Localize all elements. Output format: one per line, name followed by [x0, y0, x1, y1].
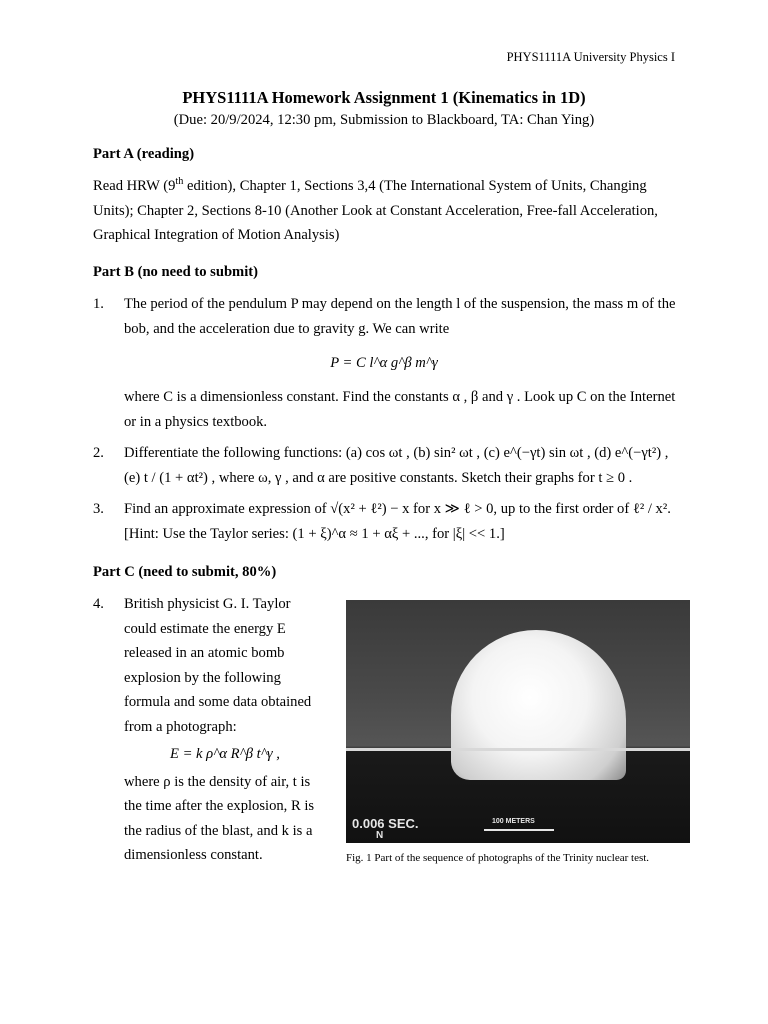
q2-text: Differentiate the following functions: (a) cos ωt , (b) sin² ωt , (c) e^(−γt) sin ωt , (d) e^(−γt²) , (e) t / (1 + αt²) , where ω, γ , and α are positive constants. Sketch their graphs for t ≥ 0 .	[124, 445, 669, 486]
part-a-text	[93, 174, 683, 248]
q4-equation: E = k ρ^α R^β t^γ ,	[170, 746, 280, 762]
q4-line: released in an atomic bomb	[124, 645, 285, 661]
q2-number: 2.	[93, 445, 104, 461]
ground-line	[346, 748, 690, 751]
part-a-text-rest: edition), Chapter 1, Sections 3,4 (The International System of Units, Changing Units); Chapter 2, Sections 8-10 (Another Look at Constant Acceleration, Free-fall Acceleration, Graphical Integration of Motion Analysis)	[93, 178, 658, 243]
q4-line: the time after the explosion, R is	[124, 798, 315, 814]
page-title: PHYS1111A Homework Assignment 1 (Kinematics in 1D)	[182, 88, 586, 107]
q4-line: from a photograph:	[124, 718, 237, 735]
part-a-text-start: Read HRW (9	[93, 178, 176, 194]
q1-text: The period of the pendulum P may depend on the length l of the suspension, the mass m of the bob, and the acceleration due to gravity g. We can write	[124, 296, 676, 337]
figure-caption: Fig. 1 Part of the sequence of photographs of the Trinity nuclear test.	[346, 852, 650, 864]
trinity-test-photo	[346, 600, 690, 843]
q3-number: 3.	[93, 501, 104, 517]
q4-line: could estimate the energy E	[124, 620, 286, 637]
q4-line: dimensionless constant.	[124, 847, 263, 863]
q4-number: 4.	[93, 596, 104, 612]
q4-line: British physicist G. I. Taylor	[124, 596, 291, 612]
q3-text: Find an approximate expression of √(x² + ℓ²) − x for x ≫ ℓ > 0, up to the first order of ℓ² / x². [Hint: Use the Taylor series: (1 + ξ)^α ≈ 1 + αξ + ..., for |ξ| << 1.]	[124, 501, 671, 542]
q1-number: 1.	[93, 296, 104, 312]
page-subtitle: (Due: 20/9/2024, 12:30 pm, Submission to Blackboard, TA: Chan Ying)	[173, 112, 595, 128]
part-a-text-sup: th	[175, 176, 184, 188]
q4-line: where ρ is the density of air, t is	[124, 773, 311, 790]
part-c-heading: Part C (need to submit, 80%)	[93, 564, 277, 580]
q1-equation: P = C l^α g^β m^γ	[330, 355, 438, 371]
q4-line: explosion by the following	[124, 669, 281, 686]
photo-time-label: 0.006 SEC.	[352, 816, 419, 831]
q4-line: formula and some data obtained	[124, 694, 312, 710]
q4-line: the radius of the blast, and k is a	[124, 822, 313, 839]
part-a-heading: Part A (reading)	[93, 146, 195, 162]
photo-scale-label: 100 METERS	[492, 818, 535, 825]
part-b-heading: Part B (no need to submit)	[93, 264, 258, 280]
photo-north-label: N	[376, 830, 384, 841]
photo-scale-bar	[484, 829, 554, 831]
running-header: PHYS1111A University Physics I	[506, 50, 675, 64]
q4-text	[124, 592, 339, 868]
q1-text-2: where C is a dimensionless constant. Find the constants α , β and γ . Look up C on the Internet or in a physics textbook.	[124, 389, 676, 430]
